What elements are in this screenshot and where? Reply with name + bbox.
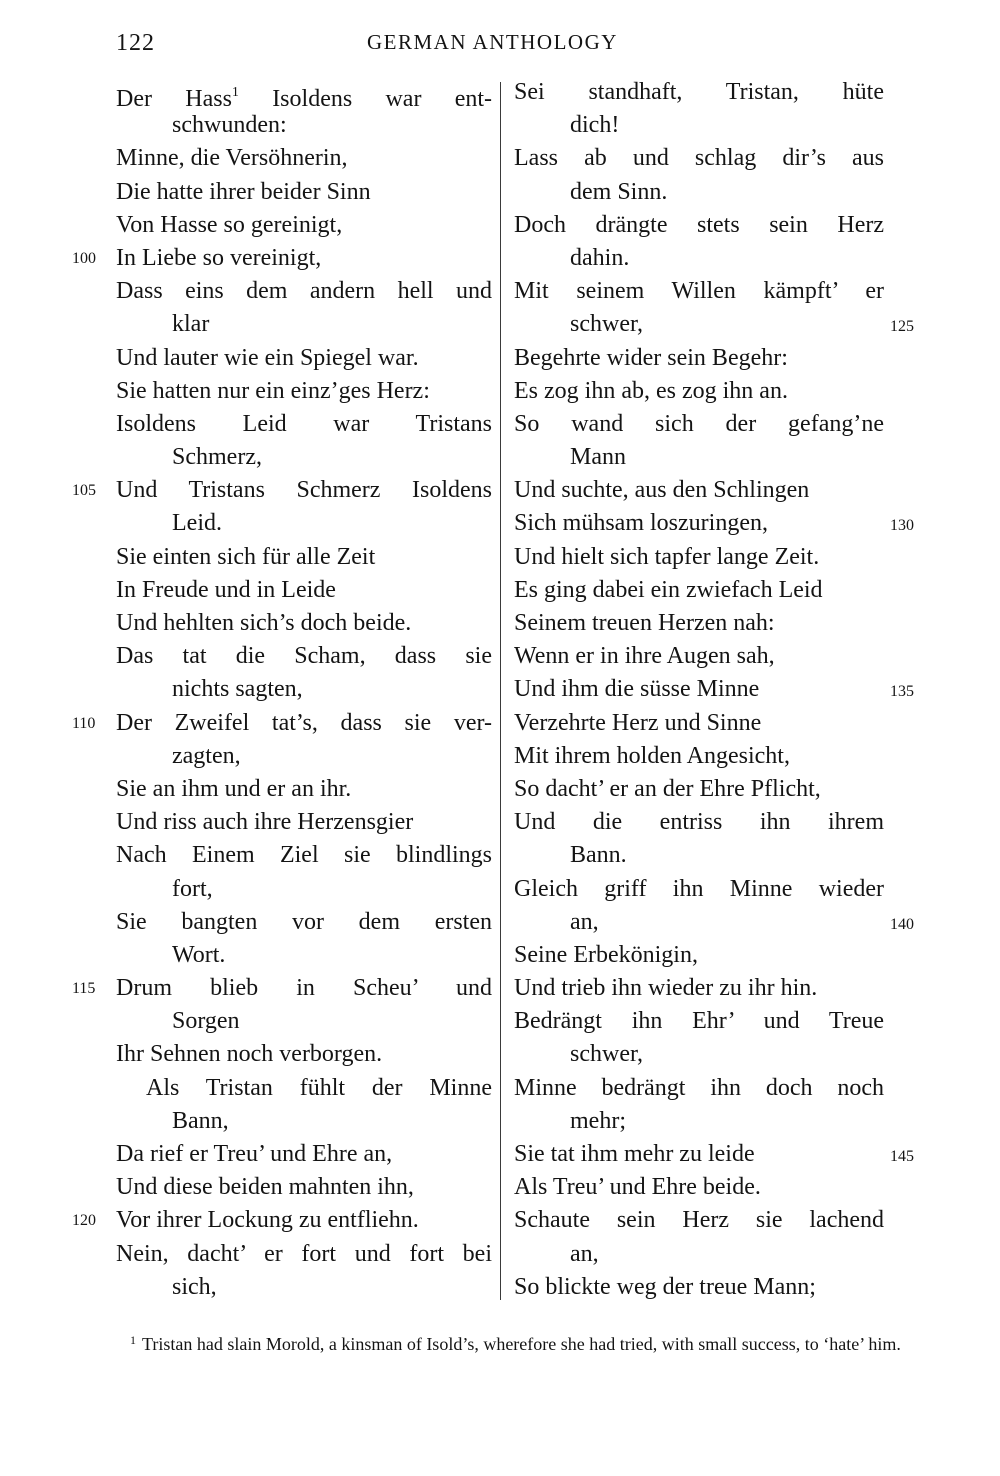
verse-line xyxy=(514,109,884,142)
verse-text: Gleich griff ihn Minne wieder xyxy=(514,875,884,902)
verse-line xyxy=(514,342,884,375)
verse-text: Und diese beiden mahnten ihn, xyxy=(116,1174,414,1201)
verse-text: Leid. xyxy=(172,510,222,537)
verse-text: dich! xyxy=(570,112,620,139)
line-number: 145 xyxy=(890,1148,914,1165)
verse-text: fort, xyxy=(172,875,213,902)
verse-text: dahin. xyxy=(570,244,630,271)
verse-line xyxy=(116,1072,492,1105)
column-divider xyxy=(500,82,501,1300)
verse-line xyxy=(514,76,884,109)
verse-text: Sie hatten nur ein einz’ges Herz: xyxy=(116,377,430,404)
verse-line xyxy=(514,541,884,574)
verse-text: Verzehrte Herz und Sinne xyxy=(514,709,762,736)
verse-text: Mit ihrem holden Angesicht, xyxy=(514,742,790,769)
verse-text: schwunden: xyxy=(172,112,287,139)
verse-line xyxy=(514,607,884,640)
verse-line xyxy=(514,972,884,1005)
verse-text: Seinem treuen Herzen nah: xyxy=(514,610,775,636)
right-verse-column xyxy=(514,76,914,1304)
line-number: 105 xyxy=(72,482,96,500)
verse-text: Sei standhaft, Tristan, hüte xyxy=(514,79,884,105)
verse-line xyxy=(116,507,492,540)
verse-line xyxy=(116,375,492,408)
verse-text: dem Sinn. xyxy=(570,178,668,205)
verse-line xyxy=(72,972,492,1005)
verse-text: Sich mühsam loszuringen, xyxy=(514,510,768,537)
verse-line xyxy=(514,275,884,308)
verse-line xyxy=(514,773,884,806)
verse-line xyxy=(514,1171,884,1204)
verse-text: Dass eins dem andern hell und xyxy=(116,278,492,305)
verse-line xyxy=(116,1038,492,1071)
verse-line xyxy=(514,640,884,673)
verse-line xyxy=(116,408,492,441)
footnote-reference: 1 xyxy=(231,85,239,100)
verse-text: schwer, xyxy=(570,311,644,338)
verse-text: In Liebe so vereinigt, xyxy=(116,244,322,271)
verse-text: Und hehlten sich’s doch beide. xyxy=(116,610,412,636)
verse-text: Das tat die Scham, dass sie xyxy=(116,643,492,670)
verse-line xyxy=(514,308,914,341)
verse-line xyxy=(116,109,492,142)
line-number: 100 xyxy=(72,249,96,267)
verse-line xyxy=(514,176,884,209)
verse-text: Die hatte ihrer beider Sinn xyxy=(116,178,371,205)
verse-line xyxy=(514,873,884,906)
line-number: 110 xyxy=(72,714,96,732)
verse-line xyxy=(116,342,492,375)
verse-line xyxy=(116,76,493,112)
verse-line xyxy=(514,1005,884,1038)
verse-line xyxy=(116,673,492,706)
verse-text: nichts sagten, xyxy=(172,676,303,703)
verse-text: Und die entriss ihn ihrem xyxy=(514,809,884,836)
verse-line xyxy=(514,806,884,839)
verse-text: Isoldens Leid war Tristans xyxy=(116,410,492,437)
verse-text: Schaute sein Herz sie lachend xyxy=(514,1207,884,1234)
verse-line xyxy=(514,707,884,740)
verse-line xyxy=(514,507,914,540)
verse-line xyxy=(116,1138,492,1171)
verse-text: Der Zweifel tat’s, dass sie ver- xyxy=(116,709,492,736)
verse-text: So dacht’ er an der Ehre Pflicht, xyxy=(514,775,821,802)
verse-line xyxy=(116,209,492,242)
verse-text: Bedrängt ihn Ehr’ und Treue xyxy=(514,1008,884,1035)
verse-line xyxy=(514,673,914,706)
verse-text-rest: Isoldens war ent- xyxy=(238,86,493,112)
verse-line xyxy=(116,441,492,474)
verse-text: Minne bedrängt ihn doch noch xyxy=(514,1074,884,1101)
page-number: 122 xyxy=(116,30,155,56)
verse-line xyxy=(514,375,884,408)
verse-line xyxy=(116,740,492,773)
verse-text: Vor ihrer Lockung zu entfliehn. xyxy=(116,1207,419,1234)
verse-line xyxy=(514,142,884,175)
verse-text: Begehrte wider sein Begehr: xyxy=(514,344,788,371)
verse-text: Es ging dabei ein zwiefach Leid xyxy=(514,576,823,603)
verse-text: an, xyxy=(570,908,599,935)
verse-text: klar xyxy=(172,311,210,338)
verse-line xyxy=(514,1138,914,1171)
verse-text: Und suchte, aus den Schlingen xyxy=(514,477,810,504)
verse-text: Ihr Sehnen noch verborgen. xyxy=(116,1041,383,1068)
verse-text: Bann. xyxy=(570,842,627,869)
verse-line xyxy=(514,441,884,474)
verse-text: Nein, dacht’ er fort und fort bei xyxy=(116,1240,492,1267)
verse-text: Lass ab und schlag dir’s aus xyxy=(514,145,884,172)
verse-text: schwer, xyxy=(570,1041,644,1068)
verse-text: Und Tristans Schmerz Isoldens xyxy=(116,477,492,504)
running-head: GERMAN ANTHOLOGY xyxy=(367,30,618,54)
verse-line xyxy=(72,474,492,507)
verse-line xyxy=(514,1271,884,1304)
verse-line xyxy=(514,1038,884,1071)
verse-text: Wenn er in ihre Augen sah, xyxy=(514,643,775,670)
verse-text: Und ihm die süsse Minne xyxy=(514,676,760,703)
line-number: 125 xyxy=(890,318,914,336)
verse-line xyxy=(116,607,492,640)
verse-line xyxy=(116,773,492,806)
line-number: 115 xyxy=(72,980,96,998)
verse-text: Als Treu’ und Ehre beide. xyxy=(514,1174,761,1201)
verse-line xyxy=(116,1005,492,1038)
verse-line xyxy=(116,873,492,906)
verse-text: Und lauter wie ein Spiegel war. xyxy=(116,344,419,371)
verse-line xyxy=(116,308,492,341)
footnote-mark: 1 xyxy=(130,1333,136,1347)
verse-line xyxy=(116,574,492,607)
verse-text: Als Tristan fühlt der Minne xyxy=(146,1074,492,1101)
verse-text: Und trieb ihn wieder zu ihr hin. xyxy=(514,975,818,1002)
verse-line xyxy=(514,1072,884,1105)
verse-line xyxy=(116,939,492,972)
verse-line xyxy=(116,1271,492,1304)
verse-text: Es zog ihn ab, es zog ihn an. xyxy=(514,377,788,404)
verse-text: Doch drängte stets sein Herz xyxy=(514,211,884,238)
verse-line xyxy=(514,408,884,441)
verse-line xyxy=(514,209,884,242)
verse-text: Wort. xyxy=(172,941,226,968)
verse-line xyxy=(514,939,884,972)
verse-line xyxy=(514,242,884,275)
verse-line xyxy=(116,1238,492,1271)
verse-line xyxy=(116,275,492,308)
verse-line xyxy=(72,242,492,275)
verse-text: Sie einten sich für alle Zeit xyxy=(116,543,376,570)
verse-text: In Freude und in Leide xyxy=(116,576,336,603)
verse-text: Drum blieb in Scheu’ und xyxy=(116,975,492,1002)
verse-line xyxy=(116,1105,492,1138)
verse-text: sich, xyxy=(172,1273,217,1300)
verse-text: Da rief er Treu’ und Ehre an, xyxy=(116,1141,393,1167)
verse-text: an, xyxy=(570,1240,599,1267)
verse-text: mehr; xyxy=(570,1107,626,1134)
verse-text: Schmerz, xyxy=(172,444,262,471)
verse-line xyxy=(116,640,492,673)
verse-line xyxy=(116,541,492,574)
verse-line xyxy=(116,176,492,209)
verse-text: So blickte weg der treue Mann; xyxy=(514,1273,816,1300)
verse-text: Sie an ihm und er an ihr. xyxy=(116,775,352,802)
verse-text: Und hielt sich tapfer lange Zeit. xyxy=(514,543,820,570)
verse-line xyxy=(72,1204,492,1237)
verse-text: zagten, xyxy=(172,742,241,769)
verse-text: Und riss auch ihre Herzensgier xyxy=(116,809,414,836)
verse-text: Mit seinem Willen kämpft’ er xyxy=(514,278,884,305)
verse-text: Sie tat ihm mehr zu leide xyxy=(514,1141,755,1167)
verse-line xyxy=(116,806,492,839)
verse-line xyxy=(116,142,492,175)
verse-text: Sorgen xyxy=(172,1008,240,1035)
verse-line xyxy=(514,1105,884,1138)
verse-line xyxy=(514,839,884,872)
verse-line xyxy=(72,707,492,740)
line-number: 130 xyxy=(890,517,914,535)
left-verse-column xyxy=(72,76,493,1304)
verse-line xyxy=(514,574,884,607)
verse-text: Der Hass xyxy=(116,86,232,112)
verse-line xyxy=(116,906,492,939)
verse-line xyxy=(514,740,884,773)
verse-line xyxy=(514,1238,884,1271)
verse-line xyxy=(514,474,884,507)
verse-text: Mann xyxy=(570,444,626,471)
line-number: 140 xyxy=(890,915,914,933)
verse-text: Minne, die Versöhnerin, xyxy=(116,145,348,172)
verse-line xyxy=(514,1204,884,1237)
verse-line xyxy=(116,1171,492,1204)
verse-line xyxy=(116,839,492,872)
verse-text: Nach Einem Ziel sie blindlings xyxy=(116,842,492,869)
verse-text: Seine Erbekönigin, xyxy=(514,941,698,968)
verse-text: Von Hasse so gereinigt, xyxy=(116,211,343,238)
line-number: 135 xyxy=(890,683,914,701)
line-number: 120 xyxy=(72,1212,96,1230)
verse-text: Sie bangten vor dem ersten xyxy=(116,908,492,935)
verse-text: So wand sich der gefang’ne xyxy=(514,410,884,437)
footnote-text: Tristan had slain Morold, a kinsman of Isold’s, wherefore she had tried, with small success, to ‘hate’ him. xyxy=(142,1334,901,1354)
verse-text: Bann, xyxy=(172,1107,229,1134)
verse-line xyxy=(514,906,914,939)
footnote xyxy=(130,1328,930,1356)
